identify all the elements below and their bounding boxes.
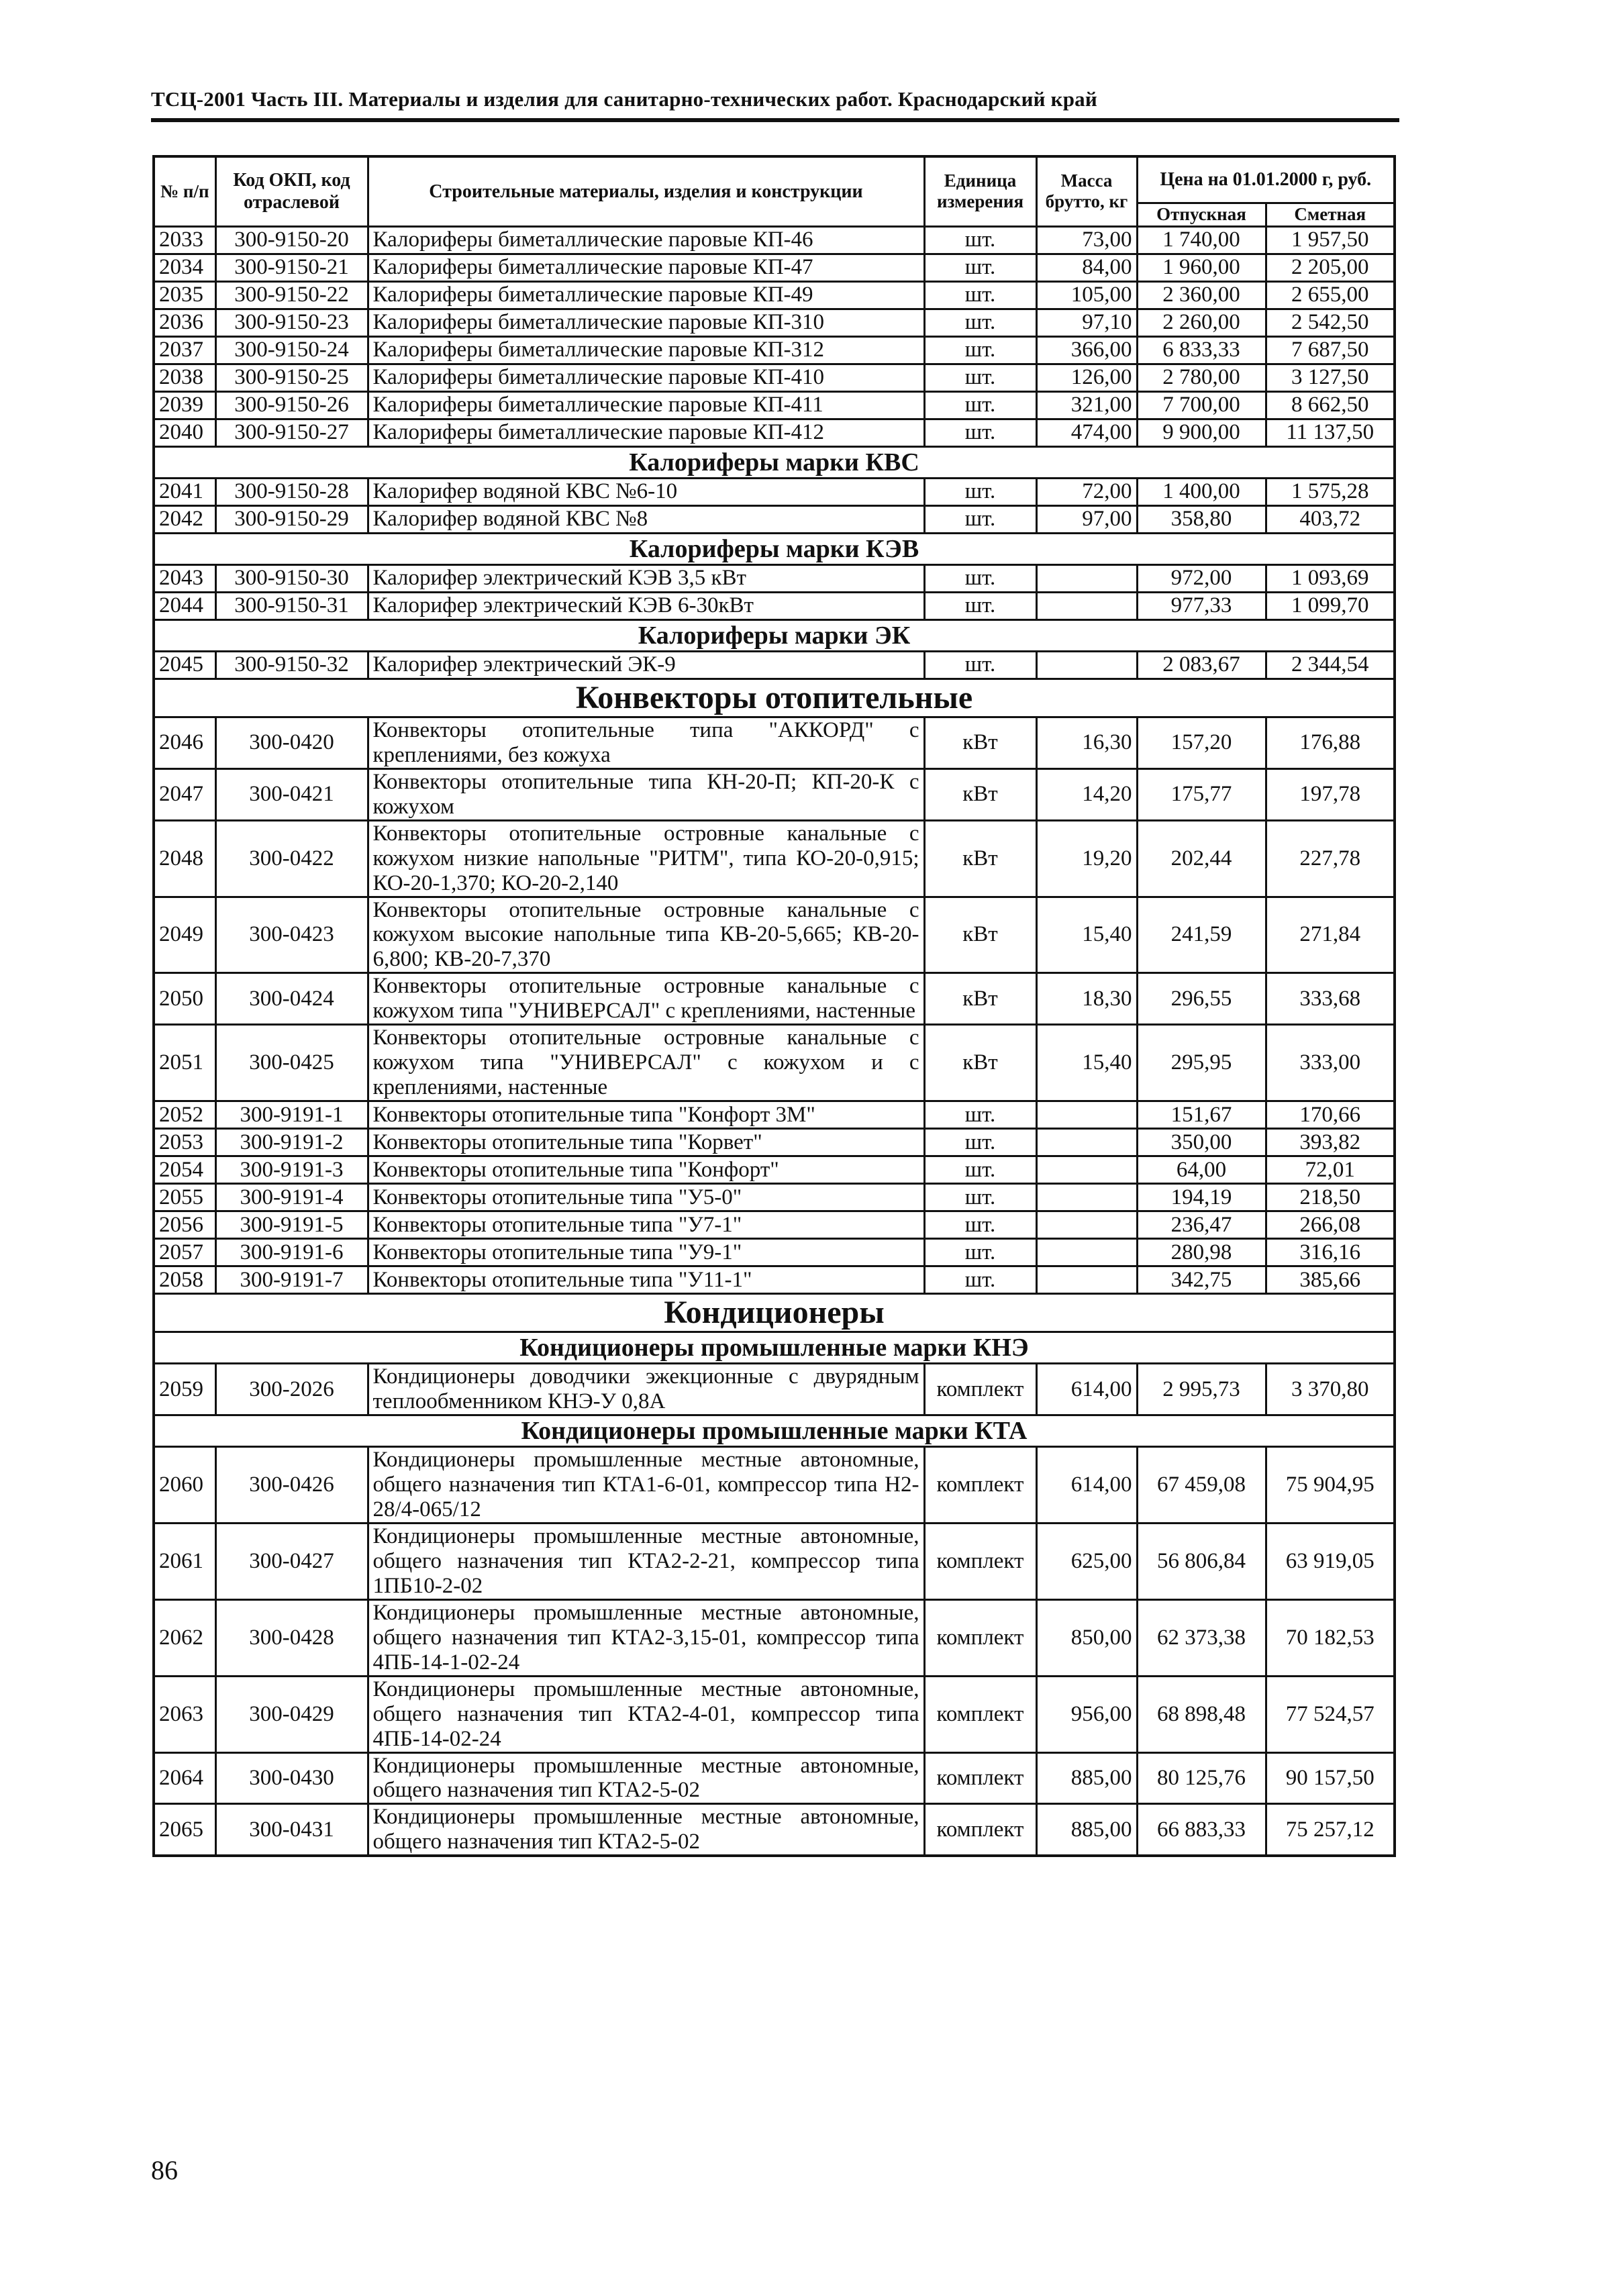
row-price-estimate: 75 904,95 — [1266, 1447, 1395, 1524]
row-price-estimate: 218,50 — [1266, 1184, 1395, 1211]
table-row — [154, 419, 1395, 446]
row-number: 2054 — [154, 1156, 215, 1184]
row-code: 300-9191-1 — [215, 1101, 368, 1129]
row-name: Конвекторы отопительные типа "У7-1" — [368, 1211, 924, 1239]
row-price-estimate: 316,16 — [1266, 1239, 1395, 1266]
table-row — [154, 651, 1395, 679]
row-number: 2063 — [154, 1676, 215, 1752]
section-heading-row — [154, 679, 1395, 717]
row-price-estimate: 2 205,00 — [1266, 254, 1395, 281]
row-name: Конвекторы отопительные типа "АККОРД" с креплениями, без кожуха — [368, 717, 924, 768]
row-price-release: 1 740,00 — [1137, 226, 1266, 254]
row-number: 2064 — [154, 1752, 215, 1804]
table-row — [154, 254, 1395, 281]
row-name: Кондиционеры промышленные местные автономные, общего назначения тип КТА2-5-02 — [368, 1752, 924, 1804]
row-name: Калориферы биметаллические паровые КП-411 — [368, 391, 924, 419]
row-price-estimate: 1 099,70 — [1266, 592, 1395, 619]
row-number: 2060 — [154, 1447, 215, 1524]
row-mass: 84,00 — [1036, 254, 1137, 281]
row-code: 300-0430 — [215, 1752, 368, 1804]
row-code: 300-9150-26 — [215, 391, 368, 419]
row-unit: кВт — [924, 768, 1036, 820]
price-table — [152, 155, 1396, 1857]
row-mass — [1036, 1184, 1137, 1211]
row-unit: шт. — [924, 254, 1036, 281]
row-unit: шт. — [924, 309, 1036, 336]
table-row — [154, 820, 1395, 897]
section-heading-row — [154, 1294, 1395, 1332]
row-price-estimate: 1 957,50 — [1266, 226, 1395, 254]
row-unit: шт. — [924, 364, 1036, 391]
row-mass: 105,00 — [1036, 281, 1137, 309]
row-unit: комплект — [924, 1364, 1036, 1415]
row-unit: комплект — [924, 1599, 1036, 1676]
table-row — [154, 1523, 1395, 1599]
row-code: 300-9150-32 — [215, 651, 368, 679]
row-name: Конвекторы отопительные типа "Конфорт" — [368, 1156, 924, 1184]
row-mass: 15,40 — [1036, 1025, 1137, 1101]
row-name: Калориферы биметаллические паровые КП-310 — [368, 309, 924, 336]
row-price-estimate: 403,72 — [1266, 505, 1395, 533]
row-name: Калорифер электрический ЭК-9 — [368, 651, 924, 679]
table-row — [154, 1266, 1395, 1294]
table-row — [154, 1101, 1395, 1129]
subsection-title: Калориферы марки КЭВ — [154, 533, 1395, 564]
row-mass — [1036, 651, 1137, 679]
table-row — [154, 717, 1395, 768]
row-number: 2050 — [154, 973, 215, 1025]
row-mass: 15,40 — [1036, 897, 1137, 973]
table-row — [154, 1804, 1395, 1856]
row-price-release: 236,47 — [1137, 1211, 1266, 1239]
row-name: Калорифер электрический КЭВ 6-30кВт — [368, 592, 924, 619]
row-code: 300-9191-3 — [215, 1156, 368, 1184]
row-price-release: 151,67 — [1137, 1101, 1266, 1129]
row-price-estimate: 70 182,53 — [1266, 1599, 1395, 1676]
row-unit: шт. — [924, 419, 1036, 446]
row-mass — [1036, 1239, 1137, 1266]
row-price-release: 241,59 — [1137, 897, 1266, 973]
col-header-num: № п/п — [154, 156, 215, 226]
row-name: Кондиционеры промышленные местные автономные, общего назначения тип КТА2-3,15-01, компрессор типа 4ПБ-14-1-02-24 — [368, 1599, 924, 1676]
row-price-estimate: 1 575,28 — [1266, 478, 1395, 505]
row-mass — [1036, 592, 1137, 619]
row-name: Конвекторы отопительные островные канальные с кожухом типа "УНИВЕРСАЛ" с креплениями, настенные — [368, 973, 924, 1025]
row-code: 300-0431 — [215, 1804, 368, 1856]
row-price-estimate: 176,88 — [1266, 717, 1395, 768]
row-number: 2041 — [154, 478, 215, 505]
row-number: 2038 — [154, 364, 215, 391]
table-row — [154, 1752, 1395, 1804]
row-code: 300-9191-5 — [215, 1211, 368, 1239]
row-price-estimate: 385,66 — [1266, 1266, 1395, 1294]
row-price-estimate: 75 257,12 — [1266, 1804, 1395, 1856]
row-mass — [1036, 1211, 1137, 1239]
row-number: 2034 — [154, 254, 215, 281]
table-row — [154, 1156, 1395, 1184]
row-code: 300-0424 — [215, 973, 368, 1025]
row-code: 300-0421 — [215, 768, 368, 820]
col-header-unit: Единица измерения — [924, 156, 1036, 226]
row-number: 2044 — [154, 592, 215, 619]
row-price-release: 157,20 — [1137, 717, 1266, 768]
row-price-release: 175,77 — [1137, 768, 1266, 820]
row-price-release: 2 780,00 — [1137, 364, 1266, 391]
col-header-price-release: Отпускная — [1137, 203, 1266, 227]
row-number: 2035 — [154, 281, 215, 309]
subsection-heading-row — [154, 1332, 1395, 1364]
table-row — [154, 973, 1395, 1025]
row-name: Калориферы биметаллические паровые КП-46 — [368, 226, 924, 254]
row-unit: комплект — [924, 1523, 1036, 1599]
row-mass: 885,00 — [1036, 1804, 1137, 1856]
row-code: 300-9191-7 — [215, 1266, 368, 1294]
row-name: Конвекторы отопительные типа "Корвет" — [368, 1129, 924, 1156]
row-price-release: 68 898,48 — [1137, 1676, 1266, 1752]
col-header-code: Код ОКП, код отраслевой — [215, 156, 368, 226]
table-row — [154, 1025, 1395, 1101]
row-mass: 16,30 — [1036, 717, 1137, 768]
row-unit: кВт — [924, 717, 1036, 768]
table-body — [154, 226, 1395, 1856]
table-row — [154, 1184, 1395, 1211]
row-unit: шт. — [924, 505, 1036, 533]
row-name: Конвекторы отопительные типа "У9-1" — [368, 1239, 924, 1266]
row-price-release: 2 360,00 — [1137, 281, 1266, 309]
row-code: 300-0422 — [215, 820, 368, 897]
row-unit: шт. — [924, 1184, 1036, 1211]
row-name: Калорифер электрический КЭВ 3,5 кВт — [368, 564, 924, 592]
row-mass: 97,10 — [1036, 309, 1137, 336]
row-code: 300-9150-28 — [215, 478, 368, 505]
row-code: 300-9191-6 — [215, 1239, 368, 1266]
col-header-price-estimate: Сметная — [1266, 203, 1395, 227]
row-price-release: 80 125,76 — [1137, 1752, 1266, 1804]
row-code: 300-9150-31 — [215, 592, 368, 619]
subsection-heading-row — [154, 619, 1395, 651]
subsection-title: Калориферы марки ЭК — [154, 619, 1395, 651]
row-price-estimate: 3 370,80 — [1266, 1364, 1395, 1415]
running-header: ТСЦ-2001 Часть III. Материалы и изделия для санитарно-технических работ. Краснодарский край — [151, 87, 1399, 122]
row-name: Калорифер водяной КВС №8 — [368, 505, 924, 533]
row-price-estimate: 3 127,50 — [1266, 364, 1395, 391]
row-mass: 19,20 — [1036, 820, 1137, 897]
row-number: 2048 — [154, 820, 215, 897]
row-price-estimate: 72,01 — [1266, 1156, 1395, 1184]
subsection-title: Кондиционеры промышленные марки КНЭ — [154, 1332, 1395, 1364]
subsection-heading-row — [154, 1415, 1395, 1447]
row-name: Конвекторы отопительные типа "Конфорт 3М" — [368, 1101, 924, 1129]
row-price-estimate: 266,08 — [1266, 1211, 1395, 1239]
row-unit: шт. — [924, 592, 1036, 619]
row-unit: комплект — [924, 1752, 1036, 1804]
subsection-heading-row — [154, 533, 1395, 564]
table-header-row — [154, 156, 1395, 203]
row-number: 2043 — [154, 564, 215, 592]
row-name: Конвекторы отопительные типа КН-20-П; КП-20-К с кожухом — [368, 768, 924, 820]
row-price-estimate: 2 655,00 — [1266, 281, 1395, 309]
row-price-estimate: 90 157,50 — [1266, 1752, 1395, 1804]
row-unit: шт. — [924, 1101, 1036, 1129]
table-row — [154, 1447, 1395, 1524]
row-number: 2045 — [154, 651, 215, 679]
row-number: 2053 — [154, 1129, 215, 1156]
row-price-estimate: 393,82 — [1266, 1129, 1395, 1156]
row-number: 2059 — [154, 1364, 215, 1415]
row-price-estimate: 333,00 — [1266, 1025, 1395, 1101]
row-number: 2057 — [154, 1239, 215, 1266]
row-name: Конвекторы отопительные типа "У11-1" — [368, 1266, 924, 1294]
table-row — [154, 391, 1395, 419]
row-price-release: 56 806,84 — [1137, 1523, 1266, 1599]
row-mass — [1036, 1156, 1137, 1184]
row-mass: 321,00 — [1036, 391, 1137, 419]
row-price-release: 358,80 — [1137, 505, 1266, 533]
table-row — [154, 564, 1395, 592]
table-row — [154, 897, 1395, 973]
row-name: Кондиционеры промышленные местные автономные, общего назначения тип КТА2-4-01, компрессор типа 4ПБ-14-02-24 — [368, 1676, 924, 1752]
row-code: 300-0426 — [215, 1447, 368, 1524]
row-unit: шт. — [924, 281, 1036, 309]
row-mass — [1036, 1266, 1137, 1294]
row-mass: 614,00 — [1036, 1447, 1137, 1524]
row-mass: 366,00 — [1036, 336, 1137, 364]
row-number: 2042 — [154, 505, 215, 533]
table-row — [154, 1364, 1395, 1415]
row-price-estimate: 63 919,05 — [1266, 1523, 1395, 1599]
row-number: 2036 — [154, 309, 215, 336]
row-code: 300-9191-4 — [215, 1184, 368, 1211]
row-unit: кВт — [924, 897, 1036, 973]
table-row — [154, 768, 1395, 820]
row-price-release: 280,98 — [1137, 1239, 1266, 1266]
row-price-release: 977,33 — [1137, 592, 1266, 619]
row-price-estimate: 271,84 — [1266, 897, 1395, 973]
row-price-release: 2 260,00 — [1137, 309, 1266, 336]
table-row — [154, 1676, 1395, 1752]
row-code: 300-0423 — [215, 897, 368, 973]
row-price-release: 350,00 — [1137, 1129, 1266, 1156]
row-number: 2062 — [154, 1599, 215, 1676]
row-number: 2039 — [154, 391, 215, 419]
row-mass: 885,00 — [1036, 1752, 1137, 1804]
row-code: 300-9191-2 — [215, 1129, 368, 1156]
row-number: 2047 — [154, 768, 215, 820]
row-price-release: 6 833,33 — [1137, 336, 1266, 364]
row-price-release: 2 083,67 — [1137, 651, 1266, 679]
row-unit: шт. — [924, 226, 1036, 254]
row-price-release: 972,00 — [1137, 564, 1266, 592]
row-price-release: 1 960,00 — [1137, 254, 1266, 281]
row-price-release: 202,44 — [1137, 820, 1266, 897]
row-code: 300-0428 — [215, 1599, 368, 1676]
row-price-estimate: 2 344,54 — [1266, 651, 1395, 679]
table-row — [154, 592, 1395, 619]
row-number: 2056 — [154, 1211, 215, 1239]
row-name: Конвекторы отопительные островные канальные с кожухом низкие напольные "РИТМ", типа КО-20-0,915; КО-20-1,370; КО-20-2,140 — [368, 820, 924, 897]
row-number: 2065 — [154, 1804, 215, 1856]
row-unit: шт. — [924, 478, 1036, 505]
row-unit: шт. — [924, 391, 1036, 419]
row-name: Кондиционеры промышленные местные автономные, общего назначения тип КТА2-5-02 — [368, 1804, 924, 1856]
row-name: Калориферы биметаллические паровые КП-47 — [368, 254, 924, 281]
row-price-estimate: 1 093,69 — [1266, 564, 1395, 592]
row-mass: 97,00 — [1036, 505, 1137, 533]
row-price-release: 295,95 — [1137, 1025, 1266, 1101]
row-code: 300-2026 — [215, 1364, 368, 1415]
table-row — [154, 336, 1395, 364]
table-row — [154, 478, 1395, 505]
section-title: Конвекторы отопительные — [154, 679, 1395, 717]
row-name: Калориферы биметаллические паровые КП-312 — [368, 336, 924, 364]
row-mass: 474,00 — [1036, 419, 1137, 446]
table-row — [154, 364, 1395, 391]
row-unit: шт. — [924, 1266, 1036, 1294]
row-unit: шт. — [924, 1156, 1036, 1184]
row-code: 300-0429 — [215, 1676, 368, 1752]
row-name: Калориферы биметаллические паровые КП-412 — [368, 419, 924, 446]
table-row — [154, 309, 1395, 336]
row-price-release: 296,55 — [1137, 973, 1266, 1025]
row-price-release: 66 883,33 — [1137, 1804, 1266, 1856]
table-row — [154, 226, 1395, 254]
row-code: 300-9150-27 — [215, 419, 368, 446]
row-number: 2037 — [154, 336, 215, 364]
table-row — [154, 1599, 1395, 1676]
row-code: 300-9150-23 — [215, 309, 368, 336]
row-name: Калориферы биметаллические паровые КП-49 — [368, 281, 924, 309]
row-code: 300-9150-30 — [215, 564, 368, 592]
row-mass: 850,00 — [1036, 1599, 1137, 1676]
page-number: 86 — [151, 2155, 178, 2185]
row-code: 300-9150-20 — [215, 226, 368, 254]
row-price-estimate: 227,78 — [1266, 820, 1395, 897]
row-code: 300-0427 — [215, 1523, 368, 1599]
row-price-release: 9 900,00 — [1137, 419, 1266, 446]
row-name: Конвекторы отопительные островные канальные с кожухом высокие напольные типа КВ-20-5,665; КВ-20-6,800; КВ-20-7,370 — [368, 897, 924, 973]
row-name: Кондиционеры промышленные местные автономные, общего назначения тип КТА1-6-01, компрессор типа Н2-28/4-065/12 — [368, 1447, 924, 1524]
row-code: 300-9150-25 — [215, 364, 368, 391]
row-code: 300-9150-21 — [215, 254, 368, 281]
row-number: 2051 — [154, 1025, 215, 1101]
row-number: 2061 — [154, 1523, 215, 1599]
row-unit: кВт — [924, 820, 1036, 897]
row-name: Кондиционеры доводчики эжекционные с двурядным теплообменником КНЭ-У 0,8А — [368, 1364, 924, 1415]
row-code: 300-9150-24 — [215, 336, 368, 364]
row-unit: кВт — [924, 973, 1036, 1025]
row-price-estimate: 8 662,50 — [1266, 391, 1395, 419]
row-number: 2049 — [154, 897, 215, 973]
row-price-estimate: 77 524,57 — [1266, 1676, 1395, 1752]
row-mass — [1036, 564, 1137, 592]
row-price-estimate: 11 137,50 — [1266, 419, 1395, 446]
row-price-release: 62 373,38 — [1137, 1599, 1266, 1676]
row-price-estimate: 2 542,50 — [1266, 309, 1395, 336]
col-header-name: Строительные материалы, изделия и конструкции — [368, 156, 924, 226]
col-header-mass: Масса брутто, кг — [1036, 156, 1137, 226]
row-mass: 14,20 — [1036, 768, 1137, 820]
row-unit: шт. — [924, 1129, 1036, 1156]
row-name: Калориферы биметаллические паровые КП-410 — [368, 364, 924, 391]
row-name: Конвекторы отопительные островные канальные с кожухом типа "УНИВЕРСАЛ" с кожухом и с креплениями, настенные — [368, 1025, 924, 1101]
table-row — [154, 1239, 1395, 1266]
row-code: 300-0425 — [215, 1025, 368, 1101]
section-title: Кондиционеры — [154, 1294, 1395, 1332]
subsection-heading-row — [154, 446, 1395, 478]
row-price-release: 64,00 — [1137, 1156, 1266, 1184]
row-mass — [1036, 1129, 1137, 1156]
row-price-estimate: 7 687,50 — [1266, 336, 1395, 364]
row-mass: 625,00 — [1036, 1523, 1137, 1599]
row-number: 2055 — [154, 1184, 215, 1211]
row-price-estimate: 197,78 — [1266, 768, 1395, 820]
row-number: 2046 — [154, 717, 215, 768]
row-unit: комплект — [924, 1676, 1036, 1752]
row-unit: кВт — [924, 1025, 1036, 1101]
row-number: 2033 — [154, 226, 215, 254]
row-name: Кондиционеры промышленные местные автономные, общего назначения тип КТА2-2-21, компрессор типа 1ПБ10-2-02 — [368, 1523, 924, 1599]
row-unit: шт. — [924, 651, 1036, 679]
row-price-release: 1 400,00 — [1137, 478, 1266, 505]
row-mass: 126,00 — [1036, 364, 1137, 391]
row-price-estimate: 170,66 — [1266, 1101, 1395, 1129]
table-row — [154, 1129, 1395, 1156]
row-mass — [1036, 1101, 1137, 1129]
row-number: 2058 — [154, 1266, 215, 1294]
row-mass: 18,30 — [1036, 973, 1137, 1025]
row-price-release: 2 995,73 — [1137, 1364, 1266, 1415]
row-unit: комплект — [924, 1447, 1036, 1524]
table-row — [154, 281, 1395, 309]
row-code: 300-9150-22 — [215, 281, 368, 309]
row-unit: шт. — [924, 564, 1036, 592]
subsection-title: Кондиционеры промышленные марки КТА — [154, 1415, 1395, 1447]
subsection-title: Калориферы марки КВС — [154, 446, 1395, 478]
row-code: 300-0420 — [215, 717, 368, 768]
row-unit: комплект — [924, 1804, 1036, 1856]
table-row — [154, 505, 1395, 533]
row-name: Конвекторы отопительные типа "У5-0" — [368, 1184, 924, 1211]
row-mass: 614,00 — [1036, 1364, 1137, 1415]
row-mass: 956,00 — [1036, 1676, 1137, 1752]
row-unit: шт. — [924, 336, 1036, 364]
row-number: 2040 — [154, 419, 215, 446]
row-name: Калорифер водяной КВС №6-10 — [368, 478, 924, 505]
row-unit: шт. — [924, 1239, 1036, 1266]
row-unit: шт. — [924, 1211, 1036, 1239]
row-price-release: 7 700,00 — [1137, 391, 1266, 419]
row-price-release: 342,75 — [1137, 1266, 1266, 1294]
row-price-estimate: 333,68 — [1266, 973, 1395, 1025]
row-price-release: 194,19 — [1137, 1184, 1266, 1211]
row-code: 300-9150-29 — [215, 505, 368, 533]
row-mass: 72,00 — [1036, 478, 1137, 505]
col-header-price-group: Цена на 01.01.2000 г, руб. — [1137, 156, 1395, 203]
row-mass: 73,00 — [1036, 226, 1137, 254]
row-price-release: 67 459,08 — [1137, 1447, 1266, 1524]
table-row — [154, 1211, 1395, 1239]
row-number: 2052 — [154, 1101, 215, 1129]
